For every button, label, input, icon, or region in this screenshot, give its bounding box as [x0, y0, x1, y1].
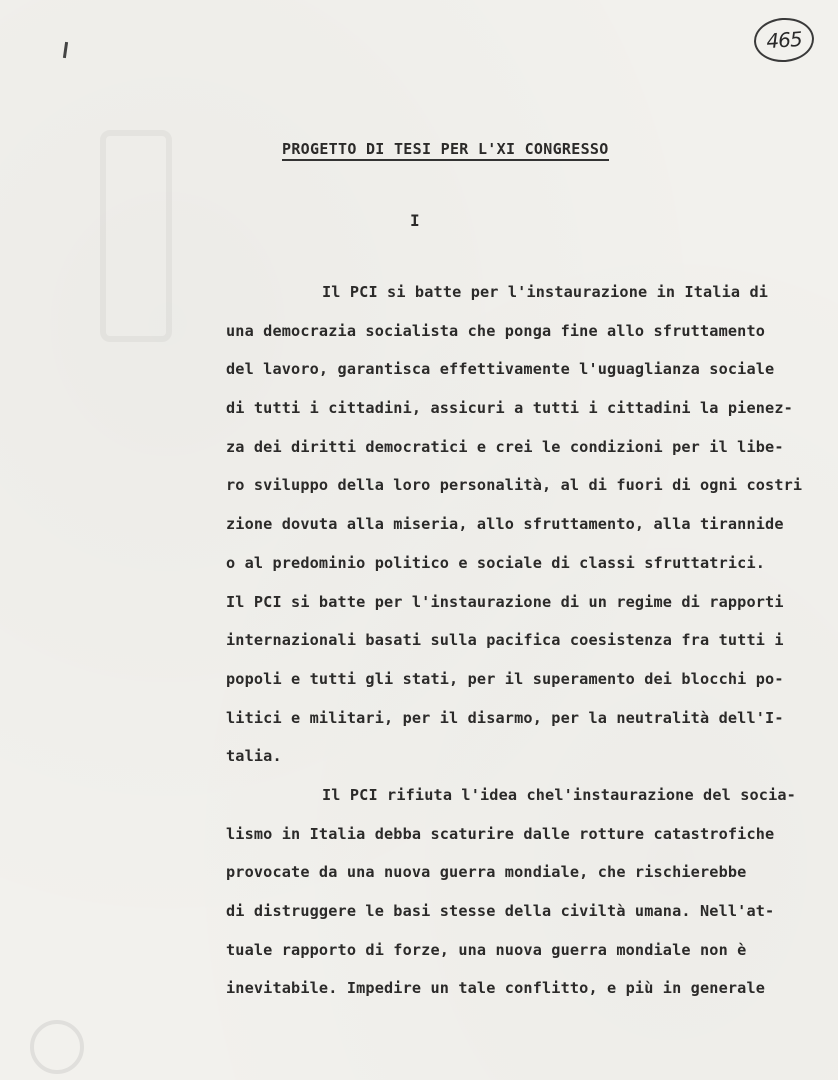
text-line: zione dovuta alla miseria, allo sfruttamento, alla tirannide [226, 515, 784, 534]
text-line: tuale rapporto di forze, una nuova guerra mondiale non è [226, 940, 747, 959]
text-line: del lavoro, garantisca effettivamente l'uguaglianza sociale [226, 360, 775, 379]
section-number: I [410, 211, 420, 230]
text-line: Il PCI si batte per l'instaurazione in Italia di [322, 283, 769, 301]
paper-bleed-through [100, 130, 172, 342]
text-line: di tutti i cittadini, assicuri a tutti i cittadini la pienez- [226, 399, 793, 418]
text-line: popoli e tutti gli stati, per il superamento dei blocchi po- [226, 669, 784, 688]
watermark-logo-icon [30, 1020, 84, 1074]
page-number-circled [753, 16, 816, 64]
document-title: PROGETTO DI TESI PER L'XI CONGRESSO [282, 140, 609, 161]
text-line: o al predominio politico e sociale di classi sfruttatrici. [226, 553, 766, 572]
archive-watermark [0, 985, 220, 1075]
text-line: internazionali basati sulla pacifica coesistenza fra tutti i [226, 631, 784, 650]
text-line: litici e militari, per il disarmo, per la neutralità dell'I- [226, 708, 784, 727]
handwritten-mark [63, 42, 68, 58]
text-line: talia. [226, 747, 282, 766]
text-line: provocate da una nuova guerra mondiale, che rischierebbe [226, 863, 747, 882]
text-line: za dei diritti democratici e crei le condizioni per il libe- [226, 437, 784, 456]
page-number-text: 465 [765, 26, 803, 54]
text-line: Il PCI si batte per l'instaurazione di un regime di rapporti [226, 592, 784, 611]
text-line: di distruggere le basi stesse della civiltà umana. Nell'at- [226, 902, 775, 920]
text-line: inevitabile. Impedire un tale conflitto, e più in generale [226, 979, 766, 998]
text-line: ro sviluppo della loro personalità, al di fuori di ogni costri [226, 476, 803, 495]
document-body [226, 279, 826, 1014]
text-line: lismo in Italia debba scaturire dalle rotture catastrofiche [226, 824, 775, 843]
text-line: una democrazia socialista che ponga fine allo sfruttamento [226, 321, 766, 340]
text-line: Il PCI rifiuta l'idea chel'instaurazione del socia- [322, 785, 796, 804]
